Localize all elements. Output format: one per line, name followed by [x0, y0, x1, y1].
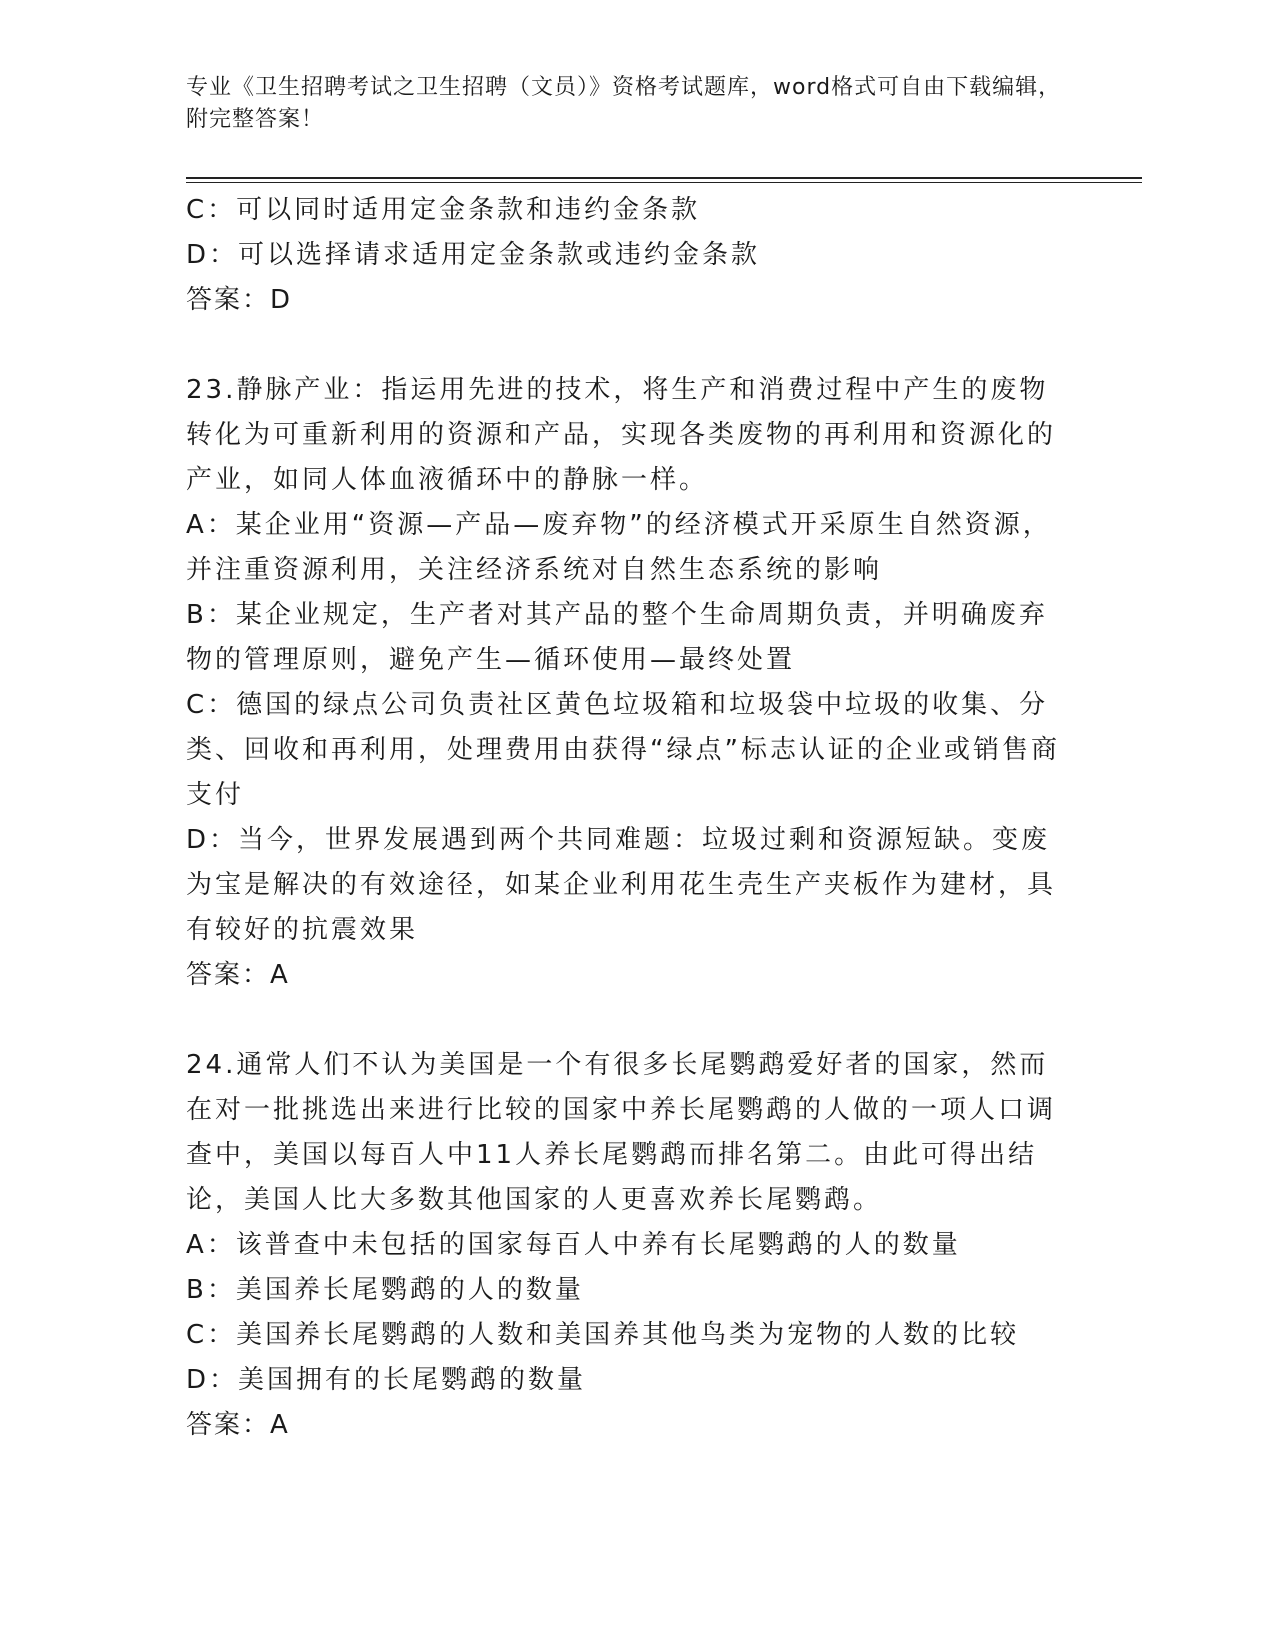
- q24-option-c: C：美国养长尾鹦鹉的人数和美国养其他鸟类为宠物的人数的比较: [186, 1320, 1020, 1350]
- q23-stem: 23.静脉产业：指运用先进的技术，将生产和消费过程中产生的废物转化为可重新利用的资源和产品，实现各类废物的再利用和资源化的产业，如同人体血液循环中的静脉一样。: [186, 375, 1057, 495]
- spacer: [186, 323, 1066, 368]
- q24-option-d: D：美国拥有的长尾鹦鹉的数量: [186, 1365, 587, 1395]
- question-22-block: [186, 188, 1066, 323]
- q22-answer: 答案：D: [186, 285, 293, 315]
- question-24-block: [186, 1043, 1066, 1448]
- q22-option-c: C：可以同时适用定金条款和违约金条款: [186, 195, 701, 225]
- spacer: [186, 998, 1066, 1043]
- question-23-block: [186, 368, 1066, 998]
- page-header: 专业《卫生招聘考试之卫生招聘（文员）》资格考试题库，word格式可自由下载编辑，附完整答案！: [186, 75, 1062, 132]
- q24-answer: 答案：A: [186, 1410, 290, 1440]
- q24-option-a: A：该普查中未包括的国家每百人中养有长尾鹦鹉的人的数量: [186, 1230, 961, 1260]
- q22-option-d: D：可以选择请求适用定金条款或违约金条款: [186, 240, 761, 270]
- q23-option-d: D：当今，世界发展遇到两个共同难题：垃圾过剩和资源短缺。变废为宝是解决的有效途径，如某企业利用花生壳生产夹板作为建材，具有较好的抗震效果: [186, 825, 1057, 945]
- q23-option-c: C：德国的绿点公司负责社区黄色垃圾箱和垃圾袋中垃圾的收集、分类、回收和再利用，处理费用由获得“绿点”标志认证的企业或销售商支付: [186, 690, 1060, 810]
- q23-option-a: A：某企业用“资源—产品—废弃物”的经济模式开采原生自然资源，并注重资源利用，关注经济系统对自然生态系统的影响: [186, 510, 1052, 585]
- header-divider-thin: [186, 182, 1142, 183]
- q23-answer: 答案：A: [186, 960, 290, 990]
- q24-stem: 24.通常人们不认为美国是一个有很多长尾鹦鹉爱好者的国家，然而在对一批挑选出来进行比较的国家中养长尾鹦鹉的人做的一项人口调查中，美国以每百人中11人养长尾鹦鹉而排名第二。由此可得出结论，美国人比大多数其他国家的人更喜欢养长尾鹦鹉。: [186, 1050, 1057, 1215]
- q24-option-b: B：美国养长尾鹦鹉的人的数量: [186, 1275, 584, 1305]
- header-divider-thick: [186, 177, 1142, 179]
- q23-option-b: B：某企业规定，生产者对其产品的整个生命周期负责，并明确废弃物的管理原则，避免产生—循环使用—最终处置: [186, 600, 1048, 675]
- question-content: [186, 188, 1066, 1448]
